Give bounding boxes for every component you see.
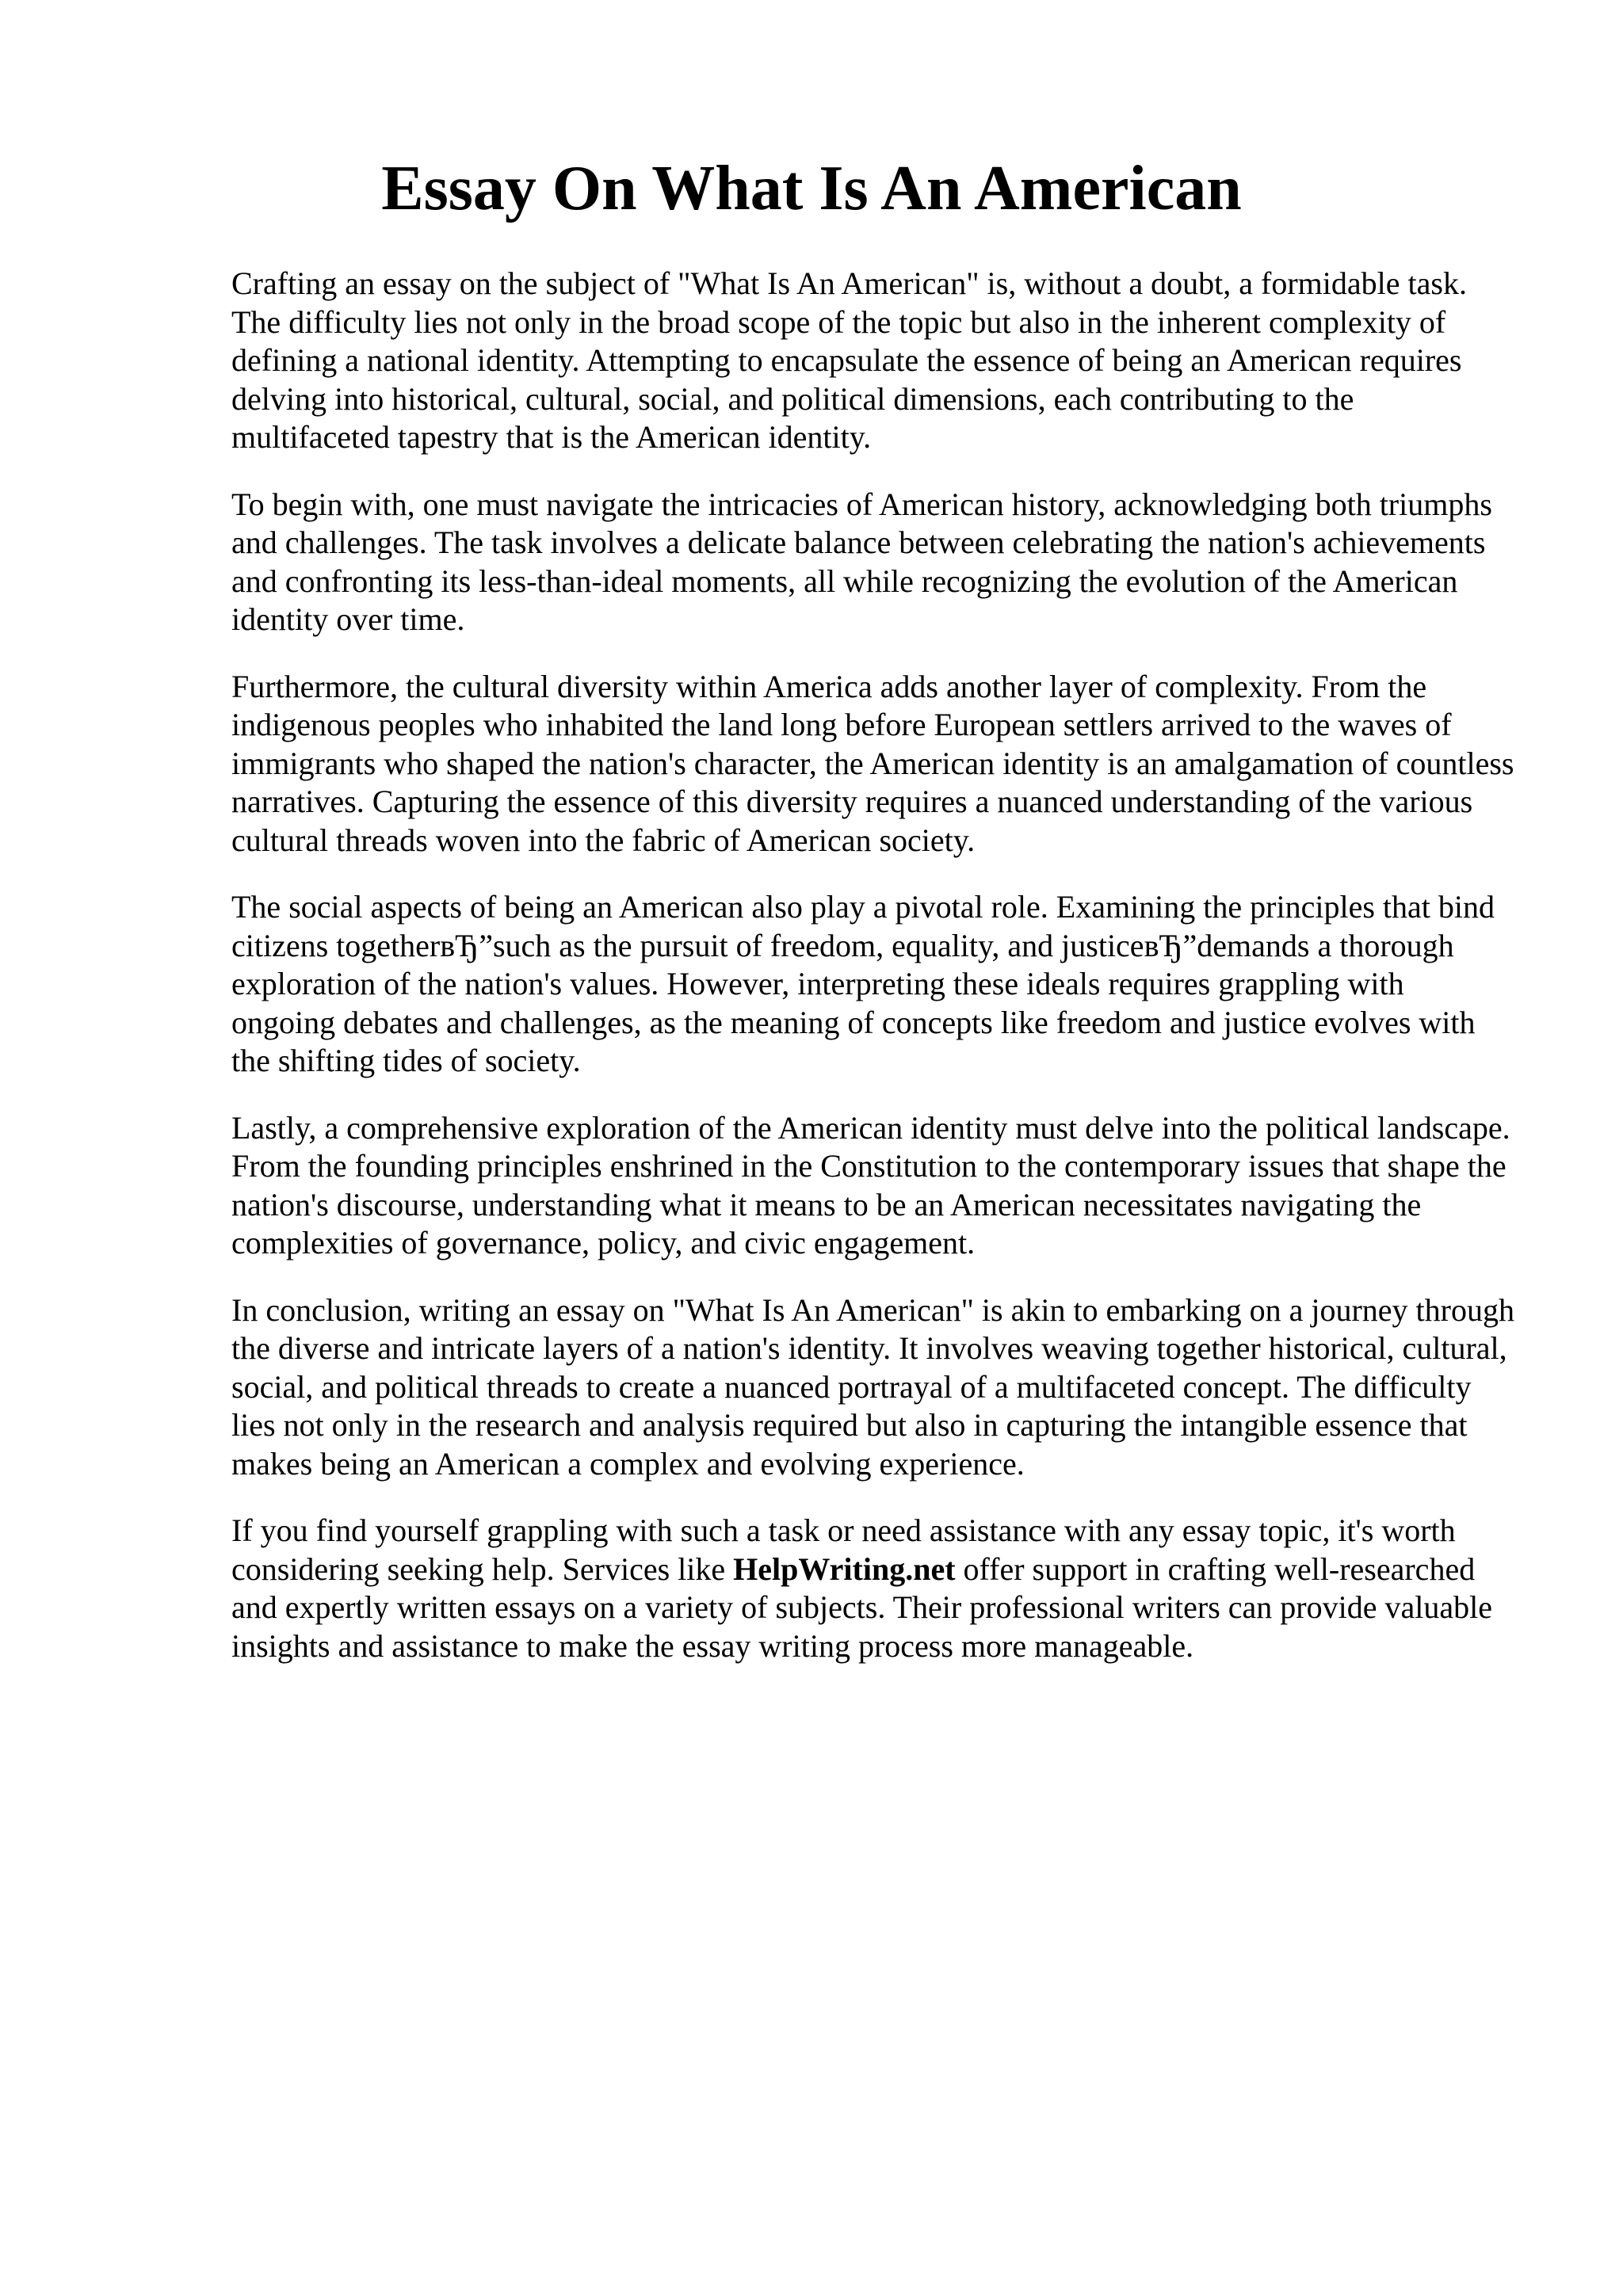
paragraph-culture: Furthermore, the cultural diversity within America adds another layer of complexity. From the indigenous peoples who inhabited the land long before European settlers arrived to the waves of immigrants who shaped the nation's character, the American identity is an amalgamation of countless narratives. Capturing the essence of this diversity requires a nuanced understanding of the various cultural threads woven into the fabric of American society. <box>231 668 1514 858</box>
paragraph-intro: Crafting an essay on the subject of "What Is An American" is, without a doubt, a formidable task. The difficulty lies not only in the broad scope of the topic but also in the inherent complexity of defining a national identity. Attempting to encapsulate the essence of being an American requires delving into historical, cultural, social, and political dimensions, each contributing to the multifaceted tapestry that is the American identity. <box>231 265 1467 455</box>
document-title: Essay On What Is An American <box>381 154 1242 223</box>
paragraph-political: Lastly, a comprehensive exploration of the American identity must delve into the political landscape. From the founding principles enshrined in the Constitution to the contemporary issues that shape the nation's discourse, understanding what it means to be an American necessitates navigating the complexities of governance, policy, and civic engagement. <box>231 1109 1510 1261</box>
brand-name: HelpWriting.net <box>733 1550 956 1587</box>
closing-text-before: If you find yourself grappling with such a task or need assistance with any essay topic, it's worth considering seeking help. Services like <box>231 1512 1456 1587</box>
paragraph-history: To begin with, one must navigate the intricacies of American history, acknowledging both triumphs and challenges. The task involves a delicate balance between celebrating the nation's achievements and confronting its less-than-ideal moments, all while recognizing the evolution of the American identity over time. <box>231 486 1492 637</box>
paragraph-conclusion: In conclusion, writing an essay on "What Is An American" is akin to embarking on a journey through the diverse and intricate layers of a nation's identity. It involves weaving together historical, cultural, social, and political threads to create a nuanced portrayal of a multifaceted concept. The difficulty lies not only in the research and analysis required but also in capturing the intangible essence that makes being an American a complex and evolving experience. <box>231 1291 1514 1482</box>
paragraph-social: The social aspects of being an American also play a pivotal role. Examining the principles that bind citizens togetherвЂ”such as the pursuit of freedom, equality, and justiceвЂ”demands a thorough exploration of the nation's values. However, interpreting these ideals requires grappling with ongoing debates and challenges, as the meaning of concepts like freedom and justice evolves with the shifting tides of society. <box>231 889 1495 1078</box>
paragraph-closing <box>231 1512 1515 1665</box>
closing-text-after: offer support in crafting well-researched and expertly written essays on a variety of subjects. Their professional writers can provide valuable insights and assistance to make the essay writing process more manageable. <box>231 1550 1492 1664</box>
essay-body <box>231 265 1515 1694</box>
